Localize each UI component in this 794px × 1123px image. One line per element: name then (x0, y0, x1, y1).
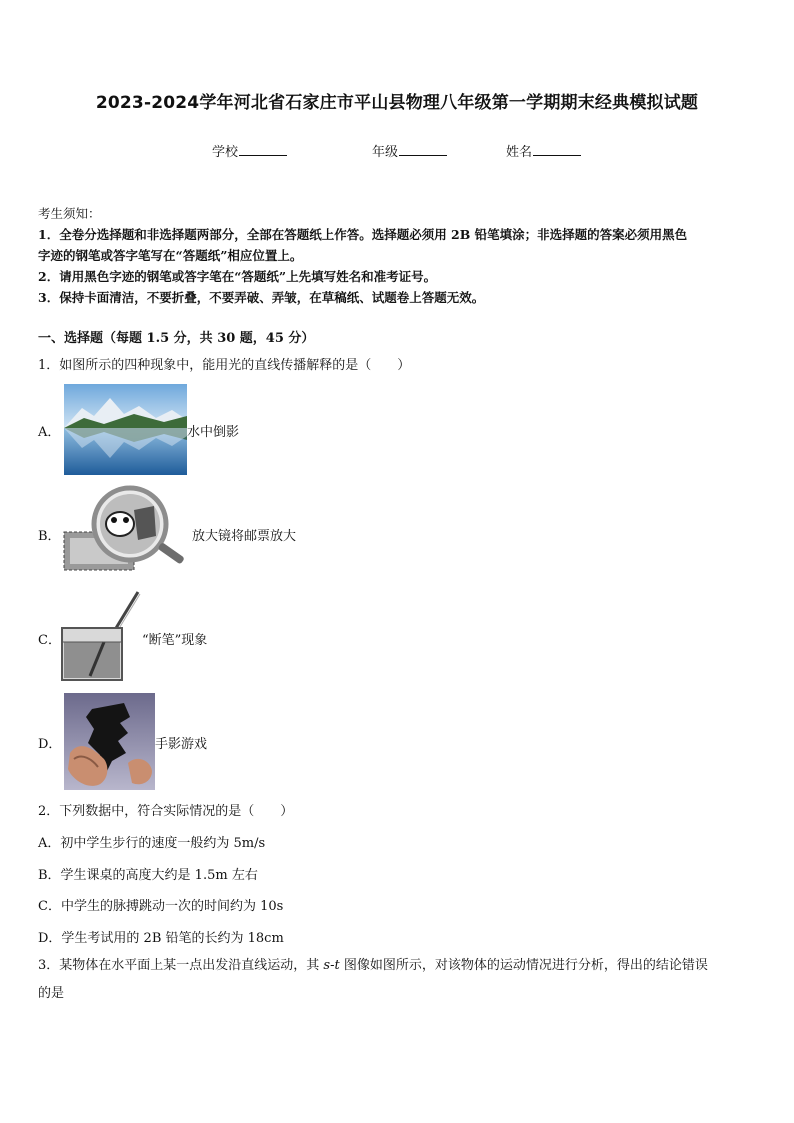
q2-option-c: C．中学生的脉搏跳动一次的时间约为 10s (38, 899, 284, 914)
q2-option-d: D．学生考试用的 2B 铅笔的长约为 18cm (38, 931, 284, 946)
magnifier-stamp-image (62, 484, 192, 572)
page-title: 2023-2024学年河北省石家庄市平山县物理八年级第一学期期末经典模拟试题 (95, 93, 699, 113)
notice-item: 字迹的钢笔或答字笔写在“答题纸”相应位置上。 (38, 248, 303, 263)
q1-option-d-text: 手影游戏 (155, 737, 208, 752)
section-title: 一、选择题（每题 1.5 分，共 30 题，45 分） (38, 331, 315, 346)
lake-reflection-image (64, 384, 187, 475)
q1-option-c-text: “断笔”现象 (142, 633, 208, 648)
school-blank[interactable] (239, 142, 287, 156)
name-label: 姓名 (506, 145, 533, 160)
question-1-stem: 1．如图所示的四种现象中，能用光的直线传播解释的是（ ） (38, 358, 411, 373)
school-label: 学校 (212, 145, 239, 160)
question-2-stem: 2．下列数据中，符合实际情况的是（ ） (38, 804, 294, 819)
q1-option-a-letter: A． (38, 425, 61, 440)
q1-option-c-letter: C． (38, 633, 61, 648)
broken-pencil-beaker-image (60, 590, 142, 682)
question-3-stem (38, 952, 758, 1008)
q1-option-d-letter: D． (38, 737, 62, 752)
q3-stem-italic: s-t (323, 958, 340, 973)
notice-heading: 考生须知： (38, 206, 101, 221)
grade-blank[interactable] (399, 142, 447, 156)
q3-stem-before: 3．某物体在水平面上某一点出发沿直线运动，其 (38, 958, 324, 973)
q2-option-b: B．学生课桌的高度大约是 1.5m 左右 (38, 868, 258, 883)
grade-field (372, 141, 447, 160)
student-info-row (0, 141, 794, 161)
exam-notice (38, 203, 758, 308)
notice-item: 3．保持卡面清洁，不要折叠，不要弄破、弄皱，在草稿纸、试题卷上答题无效。 (38, 290, 485, 305)
name-blank[interactable] (533, 142, 581, 156)
notice-item: 1．全卷分选择题和非选择题两部分，全部在答题纸上作答。选择题必须用 2B 铅笔填涂；非选择题的答案必须用黑色 (38, 227, 688, 242)
q1-option-b-text: 放大镜将邮票放大 (192, 529, 297, 544)
q2-option-a: A．初中学生步行的速度一般约为 5m/s (38, 836, 266, 851)
name-field (506, 141, 581, 160)
q3-stem-after: 图像如图所示，对该物体的运动情况进行分析，得出的结论错误 (339, 958, 708, 973)
q1-option-a-text: 水中倒影 (187, 425, 240, 440)
q1-option-b-letter: B． (38, 529, 61, 544)
notice-item: 2．请用黑色字迹的钢笔或答字笔在“答题纸”上先填写姓名和准考证号。 (38, 269, 437, 284)
grade-label: 年级 (372, 145, 399, 160)
hand-shadow-image (64, 693, 155, 790)
school-field (212, 141, 287, 160)
q3-stem-line2: 的是 (38, 986, 65, 1001)
